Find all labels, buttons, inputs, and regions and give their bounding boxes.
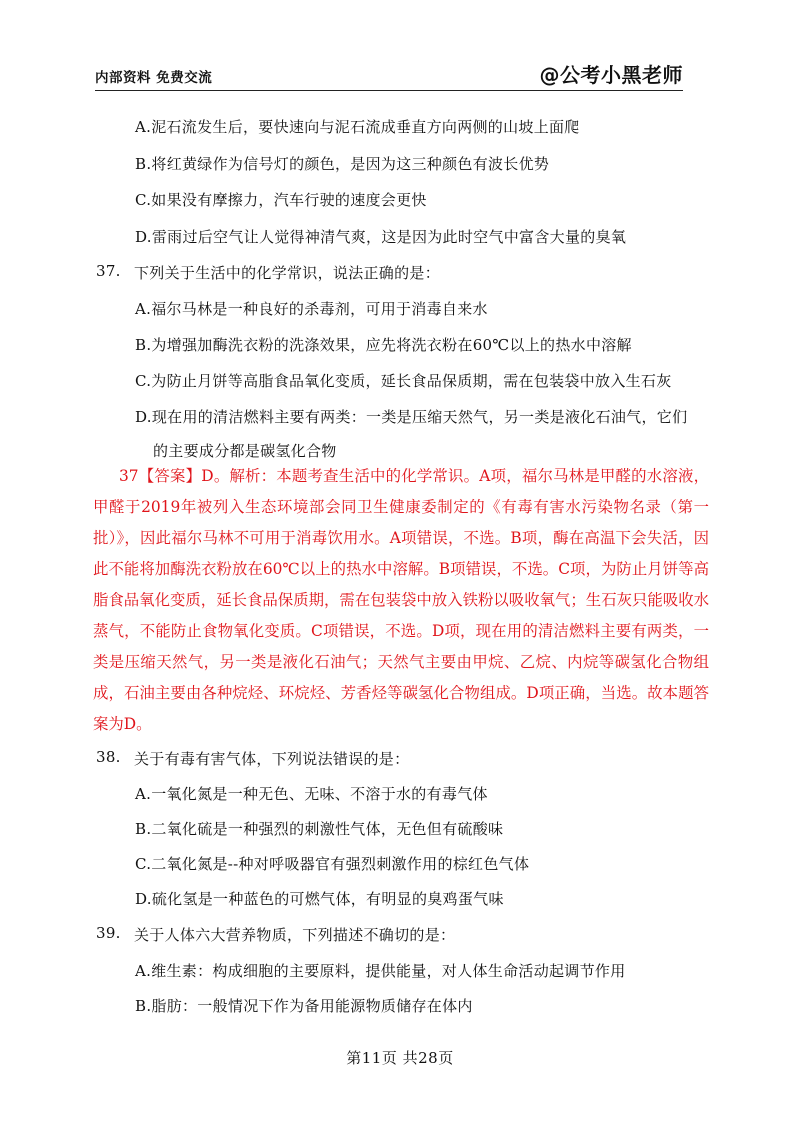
q37-option-d-line1: D.现在用的清洁燃料主要有两类：一类是压缩天然气，另一类是液化石油气，它们 xyxy=(135,408,688,426)
page-header xyxy=(95,60,683,91)
q37-option-a: A.福尔马林是一种良好的杀毒剂，可用于消毒自来水 xyxy=(135,300,488,318)
q38-number: 38. xyxy=(96,748,121,766)
q37-number: 37. xyxy=(96,262,121,280)
q36-option-b: B.将红黄绿作为信号灯的颜色，是因为这三种颜色有波长优势 xyxy=(135,155,550,173)
q36-option-d: D.雷雨过后空气让人觉得神清气爽，这是因为此时空气中富含大量的臭氧 xyxy=(135,228,627,246)
q38-stem: 关于有毒有害气体，下列说法错误的是： xyxy=(134,750,410,768)
q37-option-b: B.为增强加酶洗衣粉的洗涤效果，应先将洗衣粉在60℃以上的热水中溶解 xyxy=(135,336,632,354)
q36-option-c: C.如果没有摩擦力，汽车行驶的速度会更快 xyxy=(135,191,427,209)
answer-37-text: 37【答案】D。解析：本题考查生活中的化学常识。A项，福尔马林是甲醛的水溶液，甲醛于2019年被列入生态环境部会同卫生健康委制定的《有毒有害水污染物名录（第一批）》，因此福尔马林不可用于消毒饮用水。A项错误，不选。B项，酶在高温下会失活，因此不能将加酶洗衣粉放在60℃以上的热水中溶解。B项错误，不选。C项，为防止月饼等高脂食品氧化变质，延长食品保质期，需在包装袋中放入铁粉以吸收氧气；生石灰只能吸收水蒸气，不能防止食物氧化变质。C项错误，不选。D项，现在用的清洁燃料主要有两类，一类是压缩天然气，另一类是液化石油气；天然气主要由甲烷、乙烷、内烷等碳氢化合物组成，石油主要由各种烷烃、环烷烃、芳香烃等碳氢化合物组成。D项正确，当选。故本题答案为D。 xyxy=(93,467,709,733)
q38-option-a: A.一氧化氮是一种无色、无味、不溶于水的有毒气体 xyxy=(135,785,488,803)
q38-option-d: D.硫化氢是一种蓝色的可燃气体，有明显的臭鸡蛋气味 xyxy=(135,890,504,908)
q39-number: 39. xyxy=(96,924,121,942)
q39-option-b: B.脂肪：一般情况下作为备用能源物质储存在体内 xyxy=(135,997,473,1015)
header-left-text: 内部资料 免费交流 xyxy=(95,70,213,86)
q37-stem: 下列关于生活中的化学常识，说法正确的是： xyxy=(134,264,441,282)
q38-option-c: C.二氧化氮是--种对呼吸器官有强烈刺激作用的棕红色气体 xyxy=(135,855,530,873)
q37-option-c: C.为防止月饼等高脂食品氧化变质，延长食品保质期，需在包装袋中放入生石灰 xyxy=(135,372,672,390)
q37-option-d-line2: 的主要成分都是碳氢化合物 xyxy=(153,442,337,460)
q38-option-b: B.二氧化硫是一种强烈的刺激性气体，无色但有硫酸味 xyxy=(135,820,504,838)
q39-option-a: A.维生素：构成细胞的主要原料，提供能量，对人体生命活动起调节作用 xyxy=(135,962,626,980)
answer-37-block xyxy=(93,461,709,740)
q39-stem: 关于人体六大营养物质，下列描述不确切的是： xyxy=(134,926,456,944)
q36-option-a: A.泥石流发生后，要快速向与泥石流成垂直方向两侧的山坡上面爬 xyxy=(135,118,580,136)
page-number: 第11页 共28页 xyxy=(346,1049,454,1067)
header-right-text: @公考小黑老师 xyxy=(539,63,683,87)
